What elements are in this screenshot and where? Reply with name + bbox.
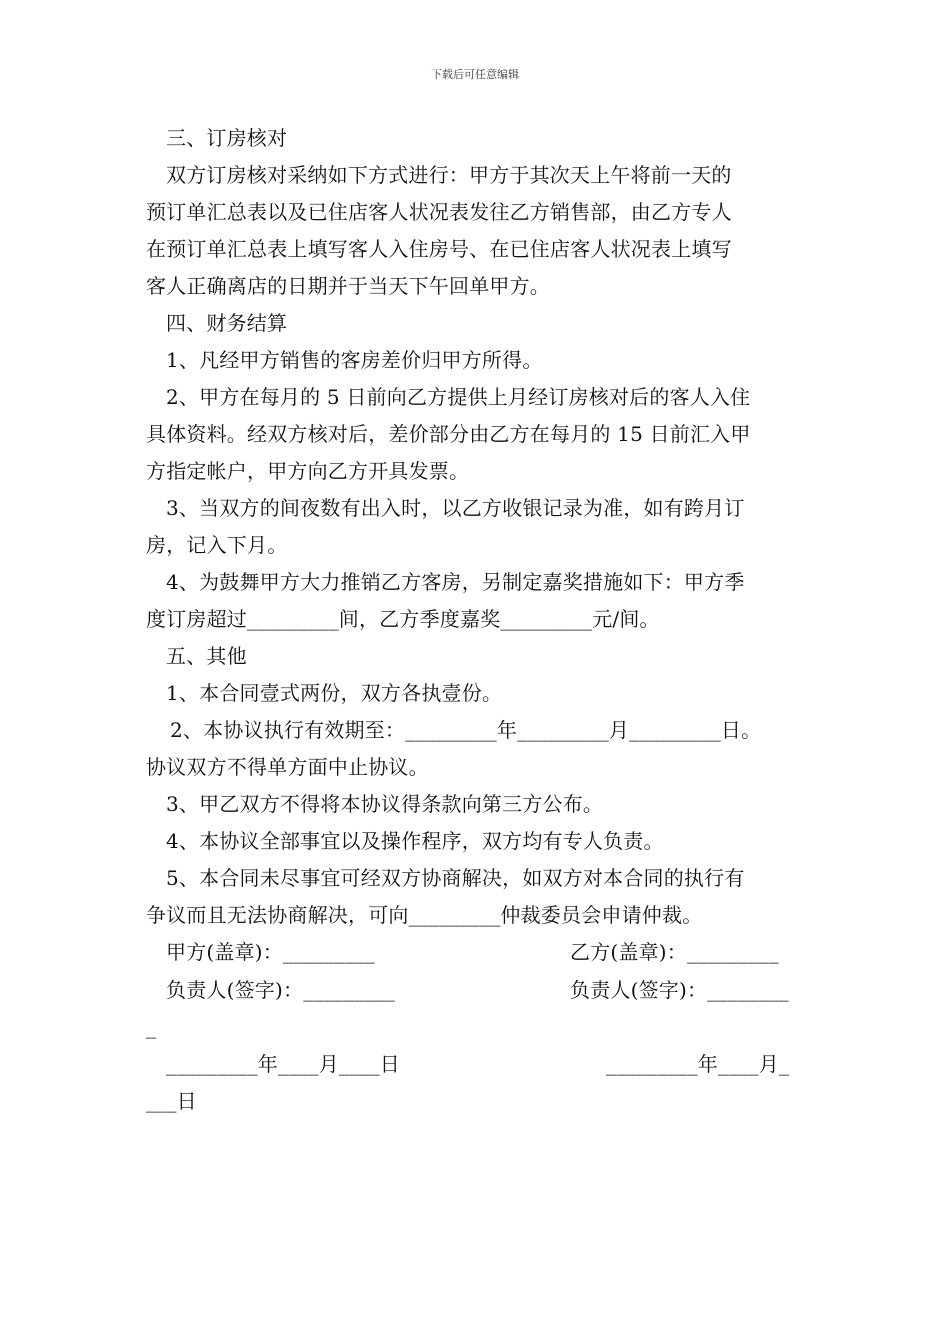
section-3-line: 预订单汇总表以及已住店客人状况表发往乙方销售部，由乙方专人: [146, 200, 732, 224]
section-4-line: 度订房超过_________间，乙方季度嘉奖_________元/间。: [146, 607, 660, 631]
party-b-signature: 负责人(签字)：________: [570, 978, 789, 1002]
section-4-line: 方指定帐户，甲方向乙方开具发票。: [146, 459, 470, 483]
party-b-date-wrap: ___日: [146, 1089, 197, 1113]
section-3-line: 客人正确离店的日期并于当天下午回单甲方。: [146, 274, 550, 298]
section-5-line: 协议双方不得单方面中止协议。: [146, 755, 429, 779]
section-5-line: 5、本合同未尽事宜可经双方协商解决，如双方对本合同的执行有: [166, 866, 745, 890]
section-4-line: 房，记入下月。: [146, 533, 288, 557]
section-3-title: 三、订房核对: [166, 126, 288, 150]
party-a-signature: 负责人(签字)：_________: [166, 978, 396, 1002]
section-5-line: 1、本合同壹式两份，双方各执壹份。: [166, 681, 503, 705]
section-3-line: 双方订房核对采纳如下方式进行：甲方于其次天上午将前一天的: [166, 163, 732, 187]
section-4-line: 1、凡经甲方销售的客房差价归甲方所得。: [166, 348, 543, 372]
section-4-line: 2、甲方在每月的 5 日前向乙方提供上月经订房核对后的客人入住: [166, 385, 751, 409]
party-b-signature-wrap: _: [146, 1015, 157, 1039]
section-5-title: 五、其他: [166, 644, 247, 668]
section-5-line: 2、本协议执行有效期至：_________年_________月_________日。: [170, 718, 762, 742]
party-b-date: _________年____月_: [606, 1052, 790, 1076]
section-3-line: 在预订单汇总表上填写客人入住房号、在已住店客人状况表上填写: [146, 237, 732, 261]
section-4-title: 四、财务结算: [166, 311, 288, 335]
party-a-seal: 甲方(盖章)：_________: [166, 940, 375, 964]
party-a-date: _________年____月____日: [166, 1052, 400, 1076]
section-4-line: 4、为鼓舞甲方大力推销乙方客房，另制定嘉奖措施如下：甲方季: [166, 570, 745, 594]
section-4-line: 3、当双方的间夜数有出入时，以乙方收银记录为准，如有跨月订: [166, 496, 745, 520]
section-5-line: 3、甲乙双方不得将本协议得条款向第三方公布。: [166, 792, 604, 816]
party-b-seal: 乙方(盖章)：_________: [570, 940, 779, 964]
page-header: 下载后可任意编辑: [431, 68, 519, 81]
section-5-line: 4、本协议全部事宜以及操作程序，双方均有专人负责。: [166, 829, 664, 853]
section-5-line: 争议而且无法协商解决，可向_________仲裁委员会申请仲裁。: [146, 903, 703, 927]
section-4-line: 具体资料。经双方核对后，差价部分由乙方在每月的 15 日前汇入甲: [146, 422, 751, 446]
